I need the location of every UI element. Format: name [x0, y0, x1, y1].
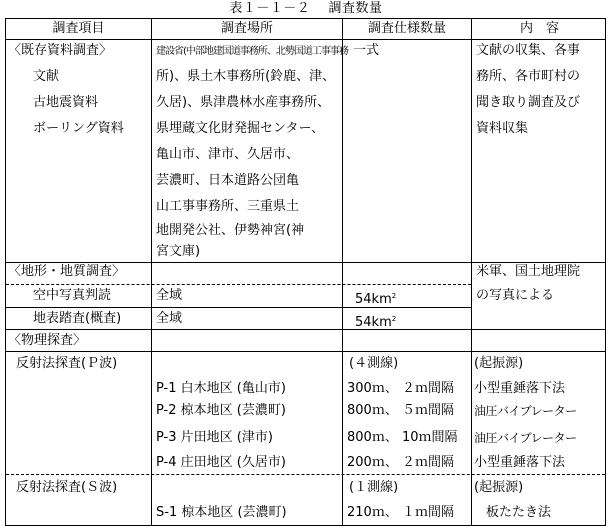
place-line: 山工事事務所、三重県土 [156, 199, 300, 214]
p-wave-place: P-3 片田地区 (津市) [156, 430, 273, 445]
s-wave-qty: 210ｍ、 １ｍ間隔 [347, 505, 454, 520]
survey-quantity-table [5, 18, 606, 526]
p-wave-source: 油圧バイブレーター [474, 431, 577, 445]
s-wave-lines-header: (１測線) [349, 480, 399, 495]
s-wave-source-header: (起振源) [474, 480, 524, 495]
header-place: 調査場所 [220, 21, 273, 36]
p-wave-qty: 300ｍ、 ２ｍ間隔 [347, 381, 454, 396]
p-wave-source: 小型重錘落下法 [474, 381, 566, 396]
p-wave-label: 反射法探査(Ｐ波) [16, 356, 118, 371]
p-wave-place: P-2 椋本地区 (芸濃町) [156, 403, 286, 418]
section-heading-physical: 〈物理探査〉 [8, 333, 87, 348]
sub-item-earthquake-records: 古地震資料 [33, 95, 99, 110]
quantity-value: 一式 [353, 43, 380, 58]
content-line: 文献の収集、各事 [476, 43, 581, 58]
terrain-qty: $54km^2$ [355, 315, 397, 330]
terrain-qty: $54km^2$ [355, 292, 397, 307]
place-line: 宮文庫) [156, 244, 201, 259]
content-line: 務所、各市町村の [476, 69, 581, 84]
header-row-divider [6, 39, 605, 40]
terrain-item: 地表踏査(概査) [33, 311, 122, 326]
content-line: 米軍、国土地理院 [476, 264, 581, 279]
row-divider [6, 329, 605, 330]
p-wave-qty: 800ｍ、 ５ｍ間隔 [347, 403, 454, 418]
terrain-place: 全域 [156, 311, 183, 326]
p-wave-lines-header: (４測線) [349, 356, 399, 371]
sub-item-literature: 文献 [33, 69, 60, 84]
p-wave-source-header: (起振源) [474, 356, 524, 371]
column-divider [471, 19, 472, 525]
section-heading-terrain: 〈地形・地質調査〉 [8, 264, 126, 279]
row-divider [6, 351, 605, 352]
table-title: 表１－１－２ 調査数量 [229, 1, 383, 16]
place-line: 亀山市、津市、久居市、 [156, 147, 300, 162]
place-line: 所)、県土木事務所(鈴鹿、津、 [156, 69, 336, 84]
p-wave-source: 小型重錘落下法 [474, 455, 566, 470]
p-wave-qty: 800ｍ、 10ｍ間隔 [347, 430, 458, 445]
column-divider [342, 19, 343, 525]
p-wave-place: P-1 白木地区 (亀山市) [156, 381, 286, 396]
s-wave-place: S-1 椋本地区 (芸濃町) [156, 505, 287, 520]
dashed-row-divider [6, 474, 605, 475]
content-line: 資料収集 [476, 121, 529, 136]
place-line: 久居)、県津農林水産事務所、 [156, 95, 331, 110]
s-wave-source: 板たたき法 [486, 505, 552, 520]
section-heading-existing: 〈既存資料調査〉 [8, 43, 113, 58]
p-wave-qty: 200ｍ、 ２ｍ間隔 [347, 455, 454, 470]
terrain-place: 全域 [156, 288, 183, 303]
content-line: の写真による [476, 288, 555, 303]
place-line: 建設省(中部地建国道事務所、北勢国道工事事務 [156, 46, 348, 57]
column-divider [151, 19, 152, 525]
content-line: 聞き取り調査及び [476, 95, 581, 110]
terrain-item: 空中写真判読 [33, 288, 112, 303]
row-divider [6, 307, 471, 308]
p-wave-source: 油圧バイブレーター [474, 404, 577, 418]
dashed-row-divider [6, 284, 471, 285]
header-item: 調査項目 [52, 21, 105, 36]
s-wave-label: 反射法探査(Ｓ波) [16, 480, 118, 495]
p-wave-place: P-4 庄田地区 (久居市) [156, 455, 286, 470]
header-quantity: 調査仕様数量 [367, 21, 446, 36]
sub-item-boring-records: ボーリング資料 [33, 121, 124, 136]
header-content: 内 容 [519, 21, 559, 36]
place-line: 県埋蔵文化財発掘センター、 [156, 121, 324, 136]
place-line: 地開発公社、伊勢神宮(神 [156, 223, 305, 238]
place-line: 芸濃町、日本道路公団亀 [156, 173, 300, 188]
